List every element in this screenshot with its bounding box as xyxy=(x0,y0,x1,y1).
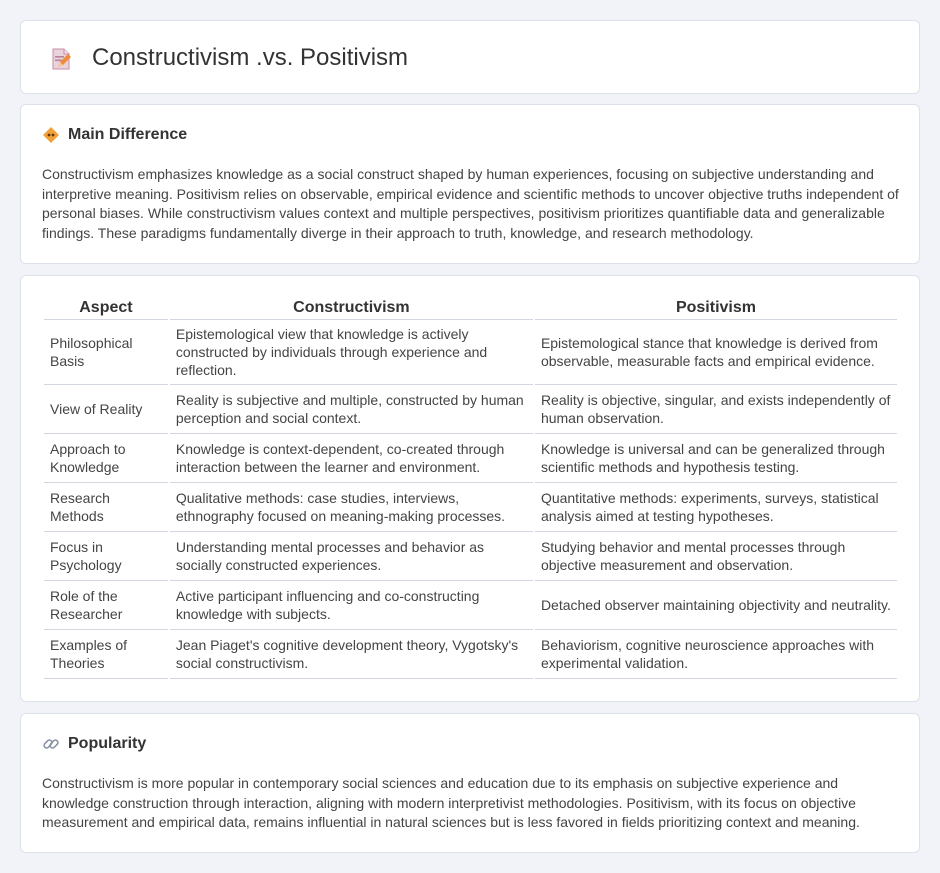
aspect-cell: Approach to Knowledge xyxy=(44,434,168,483)
positivism-cell: Reality is objective, singular, and exists independently of human observation. xyxy=(535,385,897,434)
aspect-cell: View of Reality xyxy=(44,385,168,434)
main-difference-section xyxy=(20,104,920,264)
table-row xyxy=(44,385,897,434)
positivism-cell: Knowledge is universal and can be generalized through scientific methods and hypothesis testing. xyxy=(535,434,897,483)
table-row xyxy=(44,434,897,483)
aspect-cell: Philosophical Basis xyxy=(44,320,168,385)
aspect-cell: Role of the Researcher xyxy=(44,581,168,630)
positivism-cell: Detached observer maintaining objectivity and neutrality. xyxy=(535,581,897,630)
main-difference-text: Constructivism emphasizes knowledge as a social construct shaped by human experiences, focusing on subjective understanding and interpretive meaning. Positivism relies on observable, empirical evidence and scientific methods to uncover objective truths independent of personal biases. While constructivism values context and multiple perspectives, positivism prioritizes quantifiable data and generalizable findings. These paradigms fundamentally diverge in their approach to truth, knowledge, and research methodology. xyxy=(42,166,899,241)
constructivism-cell: Knowledge is context-dependent, co-created through interaction between the learner and environment. xyxy=(170,434,533,483)
table-row xyxy=(44,532,897,581)
constructivism-cell: Understanding mental processes and behavior as socially constructed experiences. xyxy=(170,532,533,581)
positivism-cell: Behaviorism, cognitive neuroscience approaches with experimental validation. xyxy=(535,630,897,679)
constructivism-cell: Epistemological view that knowledge is actively constructed by individuals through experience and reflection. xyxy=(170,320,533,385)
aspect-cell: Focus in Psychology xyxy=(44,532,168,581)
main-difference-header xyxy=(42,126,187,144)
aspect-cell: Research Methods xyxy=(44,483,168,532)
link-icon xyxy=(42,735,60,753)
popularity-text: Constructivism is more popular in contemporary social sciences and education due to its emphasis on subjective experience and knowledge construction through interaction, aligning with modern interpretivist methodologies. Positivism, with its focus on objective measurement and empirical data, remains influential in natural sciences but is less favored in fields prioritizing context and meaning. xyxy=(42,775,860,830)
page-title: Constructivism .vs. Positivism xyxy=(92,44,409,71)
comparison-table xyxy=(42,296,899,679)
popularity-header xyxy=(42,735,146,753)
table-header-row xyxy=(44,296,897,320)
popularity-heading: Popularity xyxy=(68,735,147,752)
table-row xyxy=(44,483,897,532)
aspect-cell: Examples of Theories xyxy=(44,630,168,679)
comparison-section xyxy=(20,275,920,702)
column-header: Positivism xyxy=(535,296,897,320)
diamond-icon xyxy=(42,126,60,144)
column-header: Aspect xyxy=(44,296,168,320)
table-row xyxy=(44,630,897,679)
positivism-cell: Studying behavior and mental processes through objective measurement and observation. xyxy=(535,532,897,581)
main-difference-heading: Main Difference xyxy=(68,126,188,143)
table-row xyxy=(44,581,897,630)
constructivism-cell: Active participant influencing and co-constructing knowledge with subjects. xyxy=(170,581,533,630)
popularity-section xyxy=(20,713,920,853)
positivism-cell: Epistemological stance that knowledge is derived from observable, measurable facts and empirical evidence. xyxy=(535,320,897,385)
document-pencil-icon xyxy=(49,47,73,71)
constructivism-cell: Jean Piaget's cognitive development theory, Vygotsky's social constructivism. xyxy=(170,630,533,679)
positivism-cell: Quantitative methods: experiments, surveys, statistical analysis aimed at testing hypotheses. xyxy=(535,483,897,532)
table-row xyxy=(44,320,897,385)
column-header: Constructivism xyxy=(170,296,533,320)
header-card xyxy=(20,20,920,94)
constructivism-cell: Qualitative methods: case studies, interviews, ethnography focused on meaning-making processes. xyxy=(170,483,533,532)
constructivism-cell: Reality is subjective and multiple, constructed by human perception and social context. xyxy=(170,385,533,434)
